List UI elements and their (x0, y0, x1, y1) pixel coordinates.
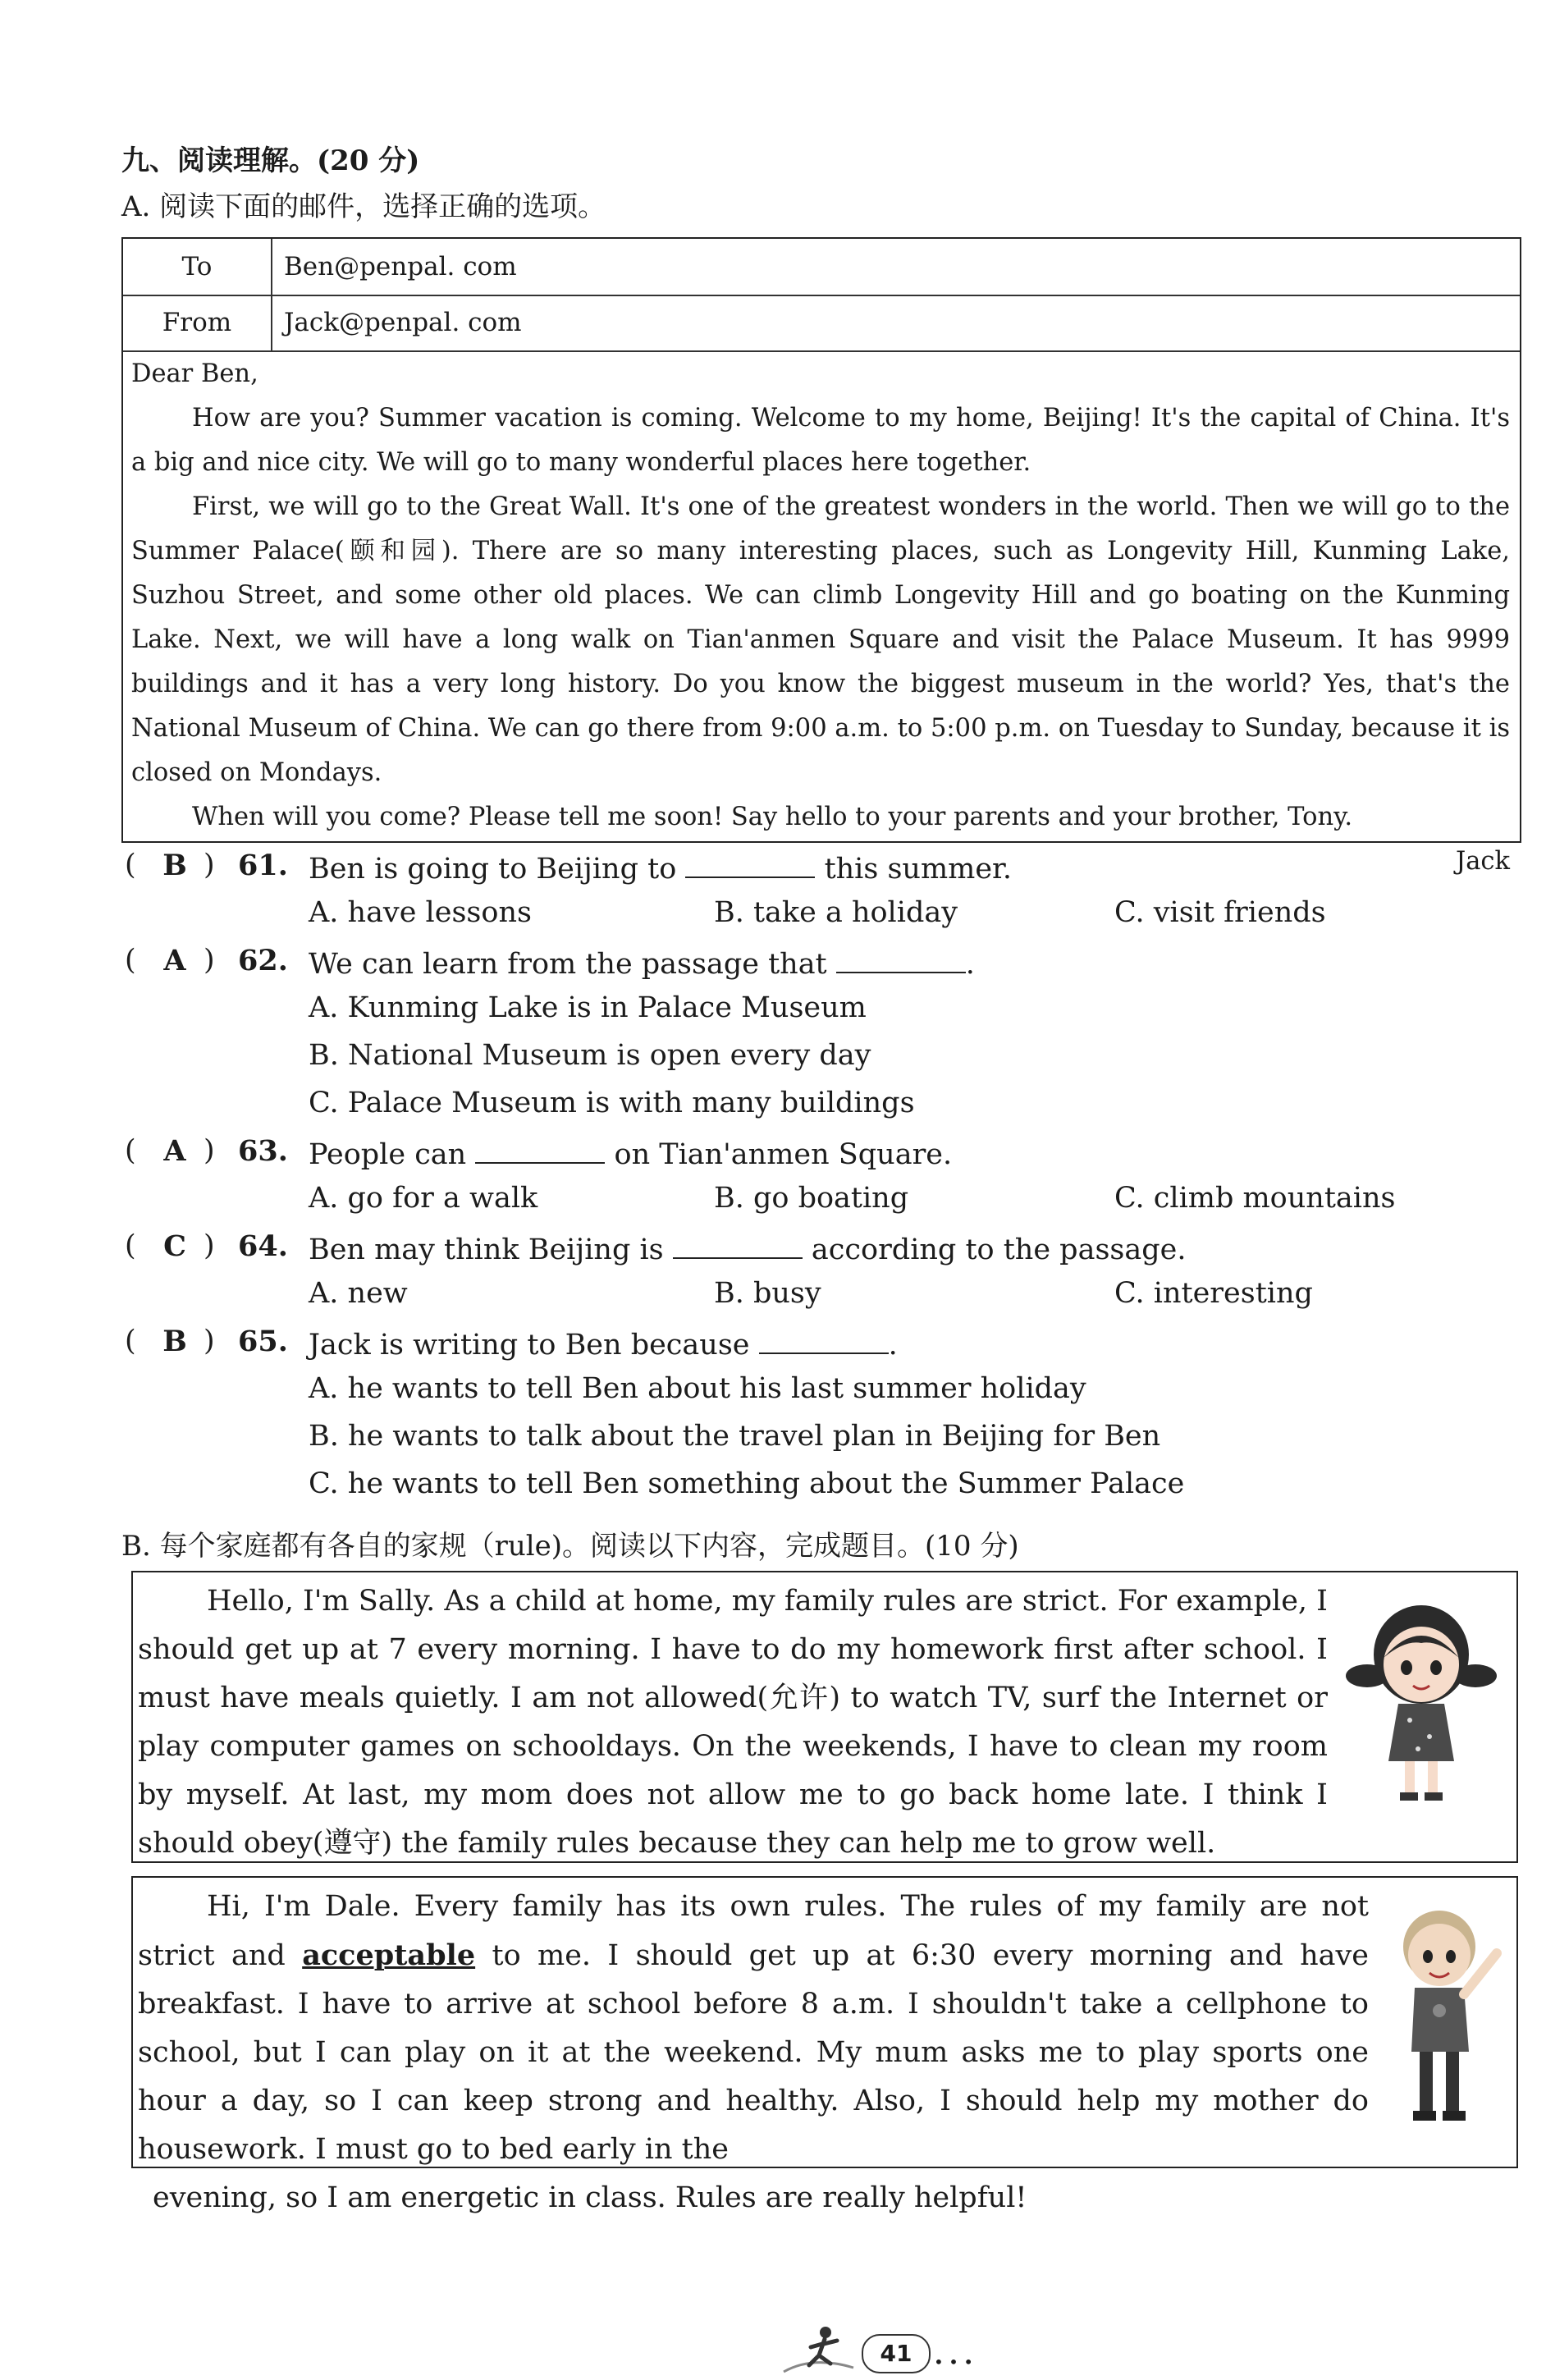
option-b[interactable]: B. he wants to talk about the travel plan in Beijing for Ben (309, 1420, 1161, 1453)
question-65: ( B ) 65. Jack is writing to Ben because . (125, 1325, 898, 1362)
options-63 (121, 1182, 1516, 1229)
options-64 (121, 1277, 1516, 1325)
email-to-row (123, 239, 1520, 296)
question-stem: Jack is writing to Ben because . (309, 1325, 898, 1362)
question-list (121, 849, 1516, 1515)
answer-blank[interactable] (685, 849, 815, 878)
email-signature: Jack (1456, 847, 1510, 876)
option-c[interactable]: C. Palace Museum is with many buildings (309, 1087, 915, 1119)
email-body (131, 352, 1510, 884)
option-a[interactable]: A. he wants to tell Ben about his last summer holiday (309, 1372, 1086, 1405)
option-c[interactable]: C. he wants to tell Ben something about the Summer Palace (309, 1467, 1185, 1500)
option-b[interactable]: B. busy (714, 1277, 821, 1310)
email-to-value: Ben@penpal. com (284, 252, 517, 281)
page-number: 41 (862, 2334, 931, 2373)
page-decoration: • • • (934, 2352, 974, 2372)
answer-blank[interactable] (759, 1325, 889, 1354)
option-a[interactable]: A. new (309, 1277, 408, 1310)
question-number: 62. (238, 944, 288, 977)
option-a[interactable]: A. go for a walk (309, 1182, 538, 1215)
sally-text: Hello, I'm Sally. As a child at home, my family rules are strict. For example, I should get up at 7 every morning. I have to do my homework first after school. I must have meals quietly. I am not allowed(允许) to watch TV, surf the Internet or play computer games on schooldays. On the weekends, I have to clean my room by myself. At last, my mom does not allow me to go back home late. I think I should obey(遵守) the family rules because they can help me to grow well. (138, 1585, 1328, 1860)
question-64: ( C ) 64. Ben may think Beijing is according to the passage. (125, 1229, 1187, 1266)
option-c[interactable]: C. visit friends (1114, 896, 1326, 929)
sally-passage (131, 1571, 1518, 1863)
section-title: 九、阅读理解。(20 分) (121, 144, 420, 177)
email-to-label: To (123, 239, 272, 295)
runner-icon (780, 2323, 862, 2380)
dale-passage (131, 1876, 1518, 2214)
question-63: ( A ) 63. People can on Tian'anmen Square. (125, 1134, 953, 1171)
part-a-title: A. 阅读下面的邮件，选择正确的选项。 (121, 190, 606, 223)
email-greeting: Dear Ben, (131, 359, 258, 388)
girl-illustration (1339, 1597, 1503, 1810)
email-paragraph-1: How are you? Summer vacation is coming. Welcome to my home, Beijing! It's the capital of China. It's a big and nice city. We will go to many wonderful places here together. (131, 404, 1510, 477)
option-a[interactable]: A. have lessons (309, 896, 532, 929)
question-stem: We can learn from the passage that . (309, 944, 975, 981)
question-61: ( B ) 61. Ben is going to Beijing to this summer. (125, 849, 1013, 886)
question-number: 65. (238, 1325, 288, 1358)
answer-blank[interactable] (475, 1134, 605, 1164)
answer-64[interactable]: C (163, 1229, 186, 1263)
keyword-acceptable: acceptable (302, 1938, 476, 1972)
option-c[interactable]: C. climb mountains (1114, 1182, 1396, 1215)
question-stem: Ben is going to Beijing to this summer. (309, 849, 1012, 886)
answer-65[interactable]: B (162, 1325, 187, 1358)
email-paragraph-3: When will you come? Please tell me soon! Say hello to your parents and your brother, Tony. (192, 803, 1353, 831)
question-stem: People can on Tian'anmen Square. (309, 1134, 952, 1171)
question-number: 64. (238, 1229, 288, 1263)
answer-63[interactable]: A (163, 1134, 186, 1168)
option-b[interactable]: B. National Museum is open every day (309, 1039, 871, 1072)
question-number: 63. (238, 1134, 288, 1168)
dale-text: Hi, I'm Dale. Every family has its own rules. The rules of my family are not strict and acceptable to me. I should get up at 6:30 every morning and have breakfast. I have to arrive at school before 8 a.m. I shouldn't take a cellphone to school, but I can play on it at the weekend. My mum asks me to play sports one hour a day, so I can keep strong and healthy. Also, I should help my mother do housework. I must go to bed early in the (138, 1890, 1369, 2166)
question-62: ( A ) 62. We can learn from the passage that . (125, 944, 975, 981)
question-stem: Ben may think Beijing is according to the passage. (309, 1229, 1186, 1266)
option-a[interactable]: A. Kunming Lake is in Palace Museum (309, 991, 867, 1024)
option-b[interactable]: B. go boating (714, 1182, 909, 1215)
email-from-value: Jack@penpal. com (284, 308, 522, 337)
dale-text-end: evening, so I am energetic in class. Rules are really helpful! (153, 2181, 1027, 2214)
option-b[interactable]: B. take a holiday (714, 896, 958, 929)
answer-61[interactable]: B (162, 849, 187, 882)
question-number: 61. (238, 849, 288, 882)
option-c[interactable]: C. interesting (1114, 1277, 1313, 1310)
boy-illustration (1382, 1896, 1513, 2134)
options-61 (121, 896, 1516, 944)
answer-blank[interactable] (836, 944, 966, 973)
answer-blank[interactable] (673, 1229, 803, 1259)
answer-62[interactable]: A (163, 944, 186, 977)
email-from-row (123, 295, 1520, 352)
email-from-label: From (123, 295, 272, 350)
email-paragraph-2: First, we will go to the Great Wall. It's one of the greatest wonders in the world. Then we will go to the Summer Palace(颐和园). There are so many interesting places, such as Longevity Hill, Kunming Lake, Suzhou Street, and some other old places. We can climb Longevity Hill and go boating on the Kunming Lake. Next, we will have a long walk on Tian'anmen Square and visit the Palace Museum. It has 9999 buildings and it has a very long history. Do you know the biggest museum in the world? Yes, that's the National Museum of China. We can go there from 9:00 a.m. to 5:00 p.m. on Tuesday to Sunday, because it is closed on Mondays. (131, 492, 1510, 787)
part-b-title: B. 每个家庭都有各自的家规（rule)。阅读以下内容，完成题目。(10 分) (121, 1530, 1019, 1563)
